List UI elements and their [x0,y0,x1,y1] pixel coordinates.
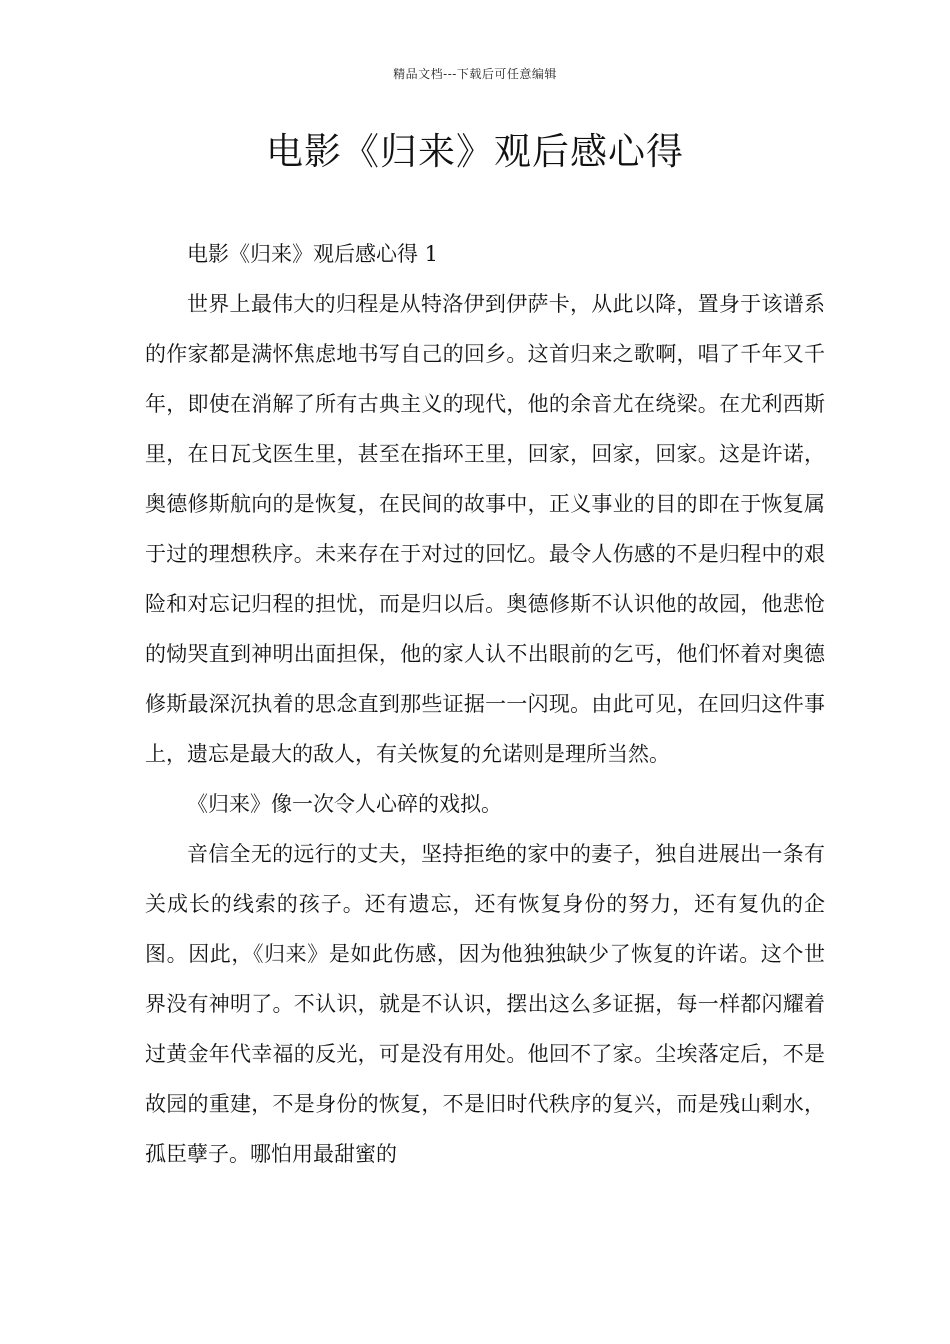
section-heading: 电影《归来》观后感心得 1 [187,242,439,266]
paragraph: 音信全无的远行的丈夫，坚持拒绝的家中的妻子，独自进展出一条有关成长的线索的孩子。还有遗忘，还有恢复身份的努力，还有复仇的企图。因此，《归来》是如此伤感，因为他独独缺少了恢复的许诺。这个世界没有神明了。不认识，就是不认识，摆出这么多证据，每一样都闪耀着过黄金年代幸福的反光，可是没有用处。他回不了家。尘埃落定后，不是故园的重建，不是身份的恢复，不是旧时代秩序的复兴，而是残山剩水，孤臣孽子。哪怕用最甜蜜的 [145,842,825,1166]
header-note: 精品文档---下载后可任意编辑 [393,67,557,81]
document-body [145,229,825,1179]
paragraph: 世界上最伟大的归程是从特洛伊到伊萨卡，从此以降，置身于该谱系的作家都是满怀焦虑地书写自己的回乡。这首归来之歌啊，唱了千年又千年，即使在消解了所有古典主义的现代，他的余音尤在绕梁。在尤利西斯里，在日瓦戈医生里，甚至在指环王里，回家，回家，回家。这是许诺，奥德修斯航向的是恢复，在民间的故事中，正义事业的目的即在于恢复属于过的理想秩序。未来存在于对过的回忆。最令人伤感的不是归程中的艰险和对忘记归程的担忧，而是归以后。奥德修斯不认识他的故园，他悲怆的恸哭直到神明出面担保，他的家人认不出眼前的乞丐，他们怀着对奥德修斯最深沉执着的思念直到那些证据一一闪现。由此可见，在回归这件事上，遗忘是最大的敌人，有关恢复的允诺则是理所当然。 [145,292,825,766]
paragraph: 《归来》像一次令人心碎的戏拟。 [187,792,502,816]
document-title: 电影《归来》观后感心得 [266,130,684,173]
